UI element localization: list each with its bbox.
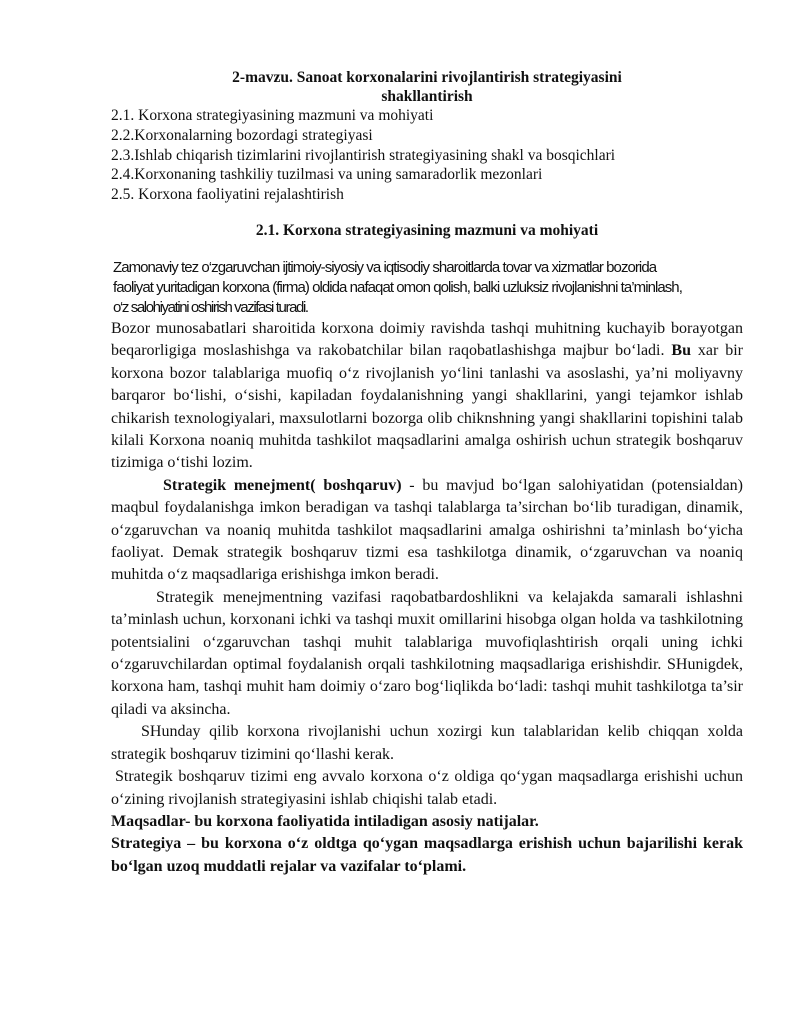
toc-item: 2.2.Korxonalarning bozordagi strategiyasi [111, 126, 373, 144]
definition-goals: Maqsadlar- bu korxona faoliyatida intiladigan asosiy natijalar. [111, 812, 539, 830]
topic-title-line1: 2-mavzu. Sanoat korxonalarini rivojlantirish strategiyasini [232, 69, 622, 86]
intro-line: faoliyat yuritadigan korxona (firma) oldida nafaqat omon qolish, balki uzluksiz rivojlanishni ta’minlash, [113, 278, 682, 296]
toc-item: 2.5. Korxona faoliyatini rejalashtirish [111, 186, 344, 204]
intro-line: o‘z salohiyatini oshirish vazifasi turadi. [113, 298, 308, 316]
intro-line: Zamonaviy tez o‘zgaruvchan ijtimoiy-siyosiy va iqtisodiy sharoitlarda tovar va xizmatlar bozorida [113, 258, 657, 276]
bold-term: Strategik menejment( boshqaruv) [163, 476, 402, 494]
table-of-contents [111, 106, 743, 205]
paragraph-text: Bozor munosabatlari sharoitida korxona doimiy ravishda tashqi muhitning kuchayib borayotgan beqarorligiga moslashishga va rakobatchilar bilan raqobatlashishga majbur bo‘ladi. [111, 319, 743, 360]
paragraph-management-task: Strategik menejmentning vazifasi raqobatbardoshlikni va kelajakda samarali ishlashni ta’minlash uchun, korxonani ichki va tashqi muxit omillarini hisobga olgan holda va tashkilotning potentsialini o‘zgaruvchan tashqi muhit talablariga muvofiqlashtirish orqali uning ichki o‘zgaruvchilardan optimal foydalanish orqali tashkilotning maqsadlariga erishishdir. SHunigdek, korxona ham, tashqi muhit ham doimiy o‘zaro bog‘liqlikda bo‘ladi: tashqi muhit tashkilotga ta’sir qiladi va aksincha. [111, 588, 743, 718]
topic-title [111, 68, 743, 106]
paragraph-strategy-system: Strategik boshqaruv tizimi eng avvalo korxona o‘z oldiga qo‘ygan maqsadlarga erishishi uchun o‘zining rivojlanish strategiyasini ishlab chiqishi talab etadi. [111, 768, 743, 808]
paragraph-text: xar bir korxona bozor talablariga muofiq o‘z rivojlanish yo‘lini tanlashi va asoslashi, ya’ni moliyavny barqaror bo‘lishi, o‘sishi, kapiladan foydalanishning yangi shakllarini, yangi tejamkor ishlab chikarish texnologiyalari, maxsulotlarni bozorga olib chiknshning yangi shakllarini topishini talab kilali Korxona noaniq muhitda tashkilot maqsadlarini amalga oshirish uchun strategik boshqaruv tizimiga o‘tishi lozim. [111, 342, 744, 472]
bold-term: Bu [671, 342, 691, 360]
section-heading: 2.1. Korxona strategiyasining mazmuni va mohiyati [255, 221, 599, 239]
paragraph-text: - bu mavjud bo‘lgan salohiyatidan (potensialdan) maqbul foydalanishga imkon beradigan va tashqi talablarga ta’sirchan bo‘lib turadigan, dinamik, o‘zgaruvchan va noaniq muhitda tashkilot maqsadlarini amalga oshirishni ta’minlash bo‘yicha faoliyat. Demak strategik boshqaruv tizmi esa tashkilotga dinamik, o‘zgaruvchan va noaniq muhitda o‘z maqsadlariga erishishga imkon beradi. [111, 476, 743, 584]
toc-item: 2.3.Ishlab chiqarish tizimlarini rivojlantirish strategiyasining shakl va bosqichlari [111, 146, 616, 164]
toc-item: 2.4.Korxonaning tashkiliy tuzilmasi va uning samaradorlik mezonlari [111, 166, 543, 184]
toc-item: 2.1. Korxona strategiyasining mazmuni va mohiyati [111, 107, 434, 124]
document-page [111, 68, 743, 878]
paragraph-strategic-management [111, 475, 743, 587]
paragraph-market-relations [111, 318, 743, 475]
paragraph-conclusion: SHunday qilib korxona rivojlanishi uchun xozirgi kun talablaridan kelib chiqqan xolda strategik boshqaruv tizimini qo‘llashi kerak. [111, 723, 743, 763]
definition-strategy: Strategiya – bu korxona o‘z oldtga qo‘ygan maqsadlarga erishish uchun bajarilishi kerak bo‘lgan uzoq muddatli rejalar va vazifalar to‘plami. [111, 835, 743, 875]
topic-title-line2: shakllantirish [381, 88, 473, 105]
intro-paragraph [111, 258, 743, 318]
